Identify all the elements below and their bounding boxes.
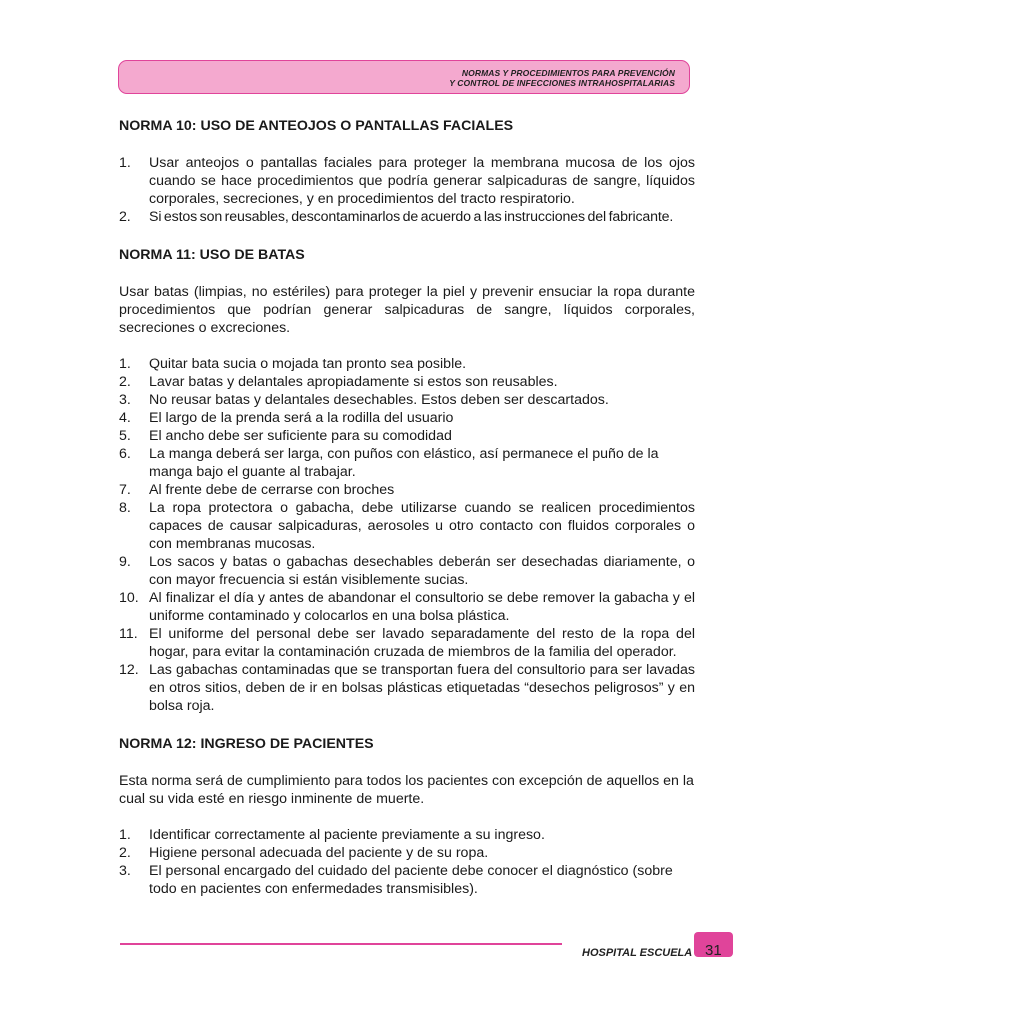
list-item <box>119 589 695 625</box>
item-text: La ropa protectora o gabacha, debe utilizarse cuando se realicen procedimientos capaces de causar salpicaduras, aerosoles u otro contacto con fluidos corporales o con membranas mucosas. <box>149 500 695 552</box>
norma-11-list <box>119 355 695 715</box>
norma-11-intro: Usar batas (limpias, no estériles) para proteger la piel y prevenir ensuciar la ropa durante procedimientos que podrían generar salpicaduras de sangre, líquidos corporales, secreciones o excreciones. <box>119 284 695 336</box>
norma-12-intro: Esta norma será de cumplimiento para todos los pacientes con excepción de aquellos en la cual su vida esté en riesgo inminente de muerte. <box>119 773 694 807</box>
item-text: No reusar batas y delantales desechables. Estos deben ser descartados. <box>149 392 609 408</box>
item-number: 2. <box>119 374 131 390</box>
list-item <box>119 154 695 208</box>
header-title-line-2: Y CONTROL DE INFECCIONES INTRAHOSPITALARIAS <box>449 78 675 88</box>
list-item <box>119 208 695 226</box>
item-number: 12. <box>119 662 139 678</box>
item-number: 4. <box>119 410 131 426</box>
item-number: 11. <box>119 626 138 642</box>
item-number: 1. <box>119 356 131 372</box>
list-item <box>119 499 695 553</box>
item-text: Al frente debe de cerrarse con broches <box>149 482 395 498</box>
list-item <box>119 862 695 898</box>
item-text: Identificar correctamente al paciente previamente a su ingreso. <box>149 827 545 843</box>
item-number: 2. <box>119 845 131 861</box>
item-number: 2. <box>119 209 131 225</box>
norma-12-list <box>119 826 695 898</box>
item-text: Los sacos y batas o gabachas desechables deberán ser desechadas diariamente, o con mayor frecuencia si están visiblemente sucias. <box>149 554 695 588</box>
list-item <box>119 844 695 862</box>
item-text: Usar anteojos o pantallas faciales para proteger la membrana mucosa de los ojos cuando se hace procedimientos que podría generar salpicaduras de sangre, líquidos corporales, secreciones, y en procedimientos del tracto respiratorio. <box>149 155 695 207</box>
list-item <box>119 409 695 427</box>
item-number: 8. <box>119 500 131 516</box>
list-item <box>119 391 695 409</box>
item-text: El uniforme del personal debe ser lavado separadamente del resto de la ropa del hogar, para evitar la contaminación cruzada de miembros de la familia del operador. <box>149 626 695 660</box>
norma-10-list <box>119 154 695 226</box>
document-body <box>119 117 695 898</box>
item-text: El ancho debe ser suficiente para su comodidad <box>149 428 452 444</box>
list-item <box>119 481 695 499</box>
list-item <box>119 553 695 589</box>
item-text: Quitar bata sucia o mojada tan pronto sea posible. <box>149 356 467 372</box>
running-header <box>118 60 690 94</box>
list-item <box>119 373 695 391</box>
item-text: El largo de la prenda será a la rodilla del usuario <box>149 410 454 426</box>
item-text: El personal encargado del cuidado del paciente debe conocer el diagnóstico (sobre todo en pacientes con enfermedades transmisibles). <box>149 863 673 897</box>
item-text: Higiene personal adecuada del paciente y de su ropa. <box>149 845 489 861</box>
item-number: 7. <box>119 482 131 498</box>
norma-12-heading: NORMA 12: INGRESO DE PACIENTES <box>119 736 374 752</box>
norma-11-heading: NORMA 11: USO DE BATAS <box>119 247 305 263</box>
list-item <box>119 661 695 715</box>
list-item <box>119 427 695 445</box>
item-text: Si estos son reusables, descontaminarlos de acuerdo a las instrucciones del fabricante. <box>149 209 674 225</box>
item-text: La manga deberá ser larga, con puños con elástico, así permanece el puño de la manga bajo el guante al trabajar. <box>149 446 659 480</box>
list-item <box>119 826 695 844</box>
item-number: 9. <box>119 554 131 570</box>
item-number: 3. <box>119 863 131 879</box>
item-number: 5. <box>119 428 131 444</box>
item-number: 1. <box>119 827 131 843</box>
footer-label: HOSPITAL ESCUELA <box>582 947 693 959</box>
norma-10-heading: NORMA 10: USO DE ANTEOJOS O PANTALLAS FACIALES <box>119 118 514 134</box>
header-title-line-1: NORMAS Y PROCEDIMIENTOS PARA PREVENCIÓN <box>461 68 675 78</box>
list-item <box>119 355 695 373</box>
footer-rule <box>120 943 562 945</box>
list-item <box>119 625 695 661</box>
item-number: 1. <box>119 155 131 171</box>
item-number: 6. <box>119 446 131 462</box>
item-text: Lavar batas y delantales apropiadamente si estos son reusables. <box>149 374 558 390</box>
item-text: Al finalizar el día y antes de abandonar el consultorio se debe remover la gabacha y el uniforme contaminado y colocarlos en una bolsa plástica. <box>149 590 695 624</box>
item-number: 10. <box>119 590 139 606</box>
page-number: 31 <box>705 942 722 959</box>
list-item <box>119 445 695 481</box>
item-number: 3. <box>119 392 131 408</box>
item-text: Las gabachas contaminadas que se transportan fuera del consultorio para ser lavadas en otros sitios, deben de ir en bolsas plásticas etiquetadas “desechos peligrosos” y en bolsa roja. <box>149 662 695 714</box>
